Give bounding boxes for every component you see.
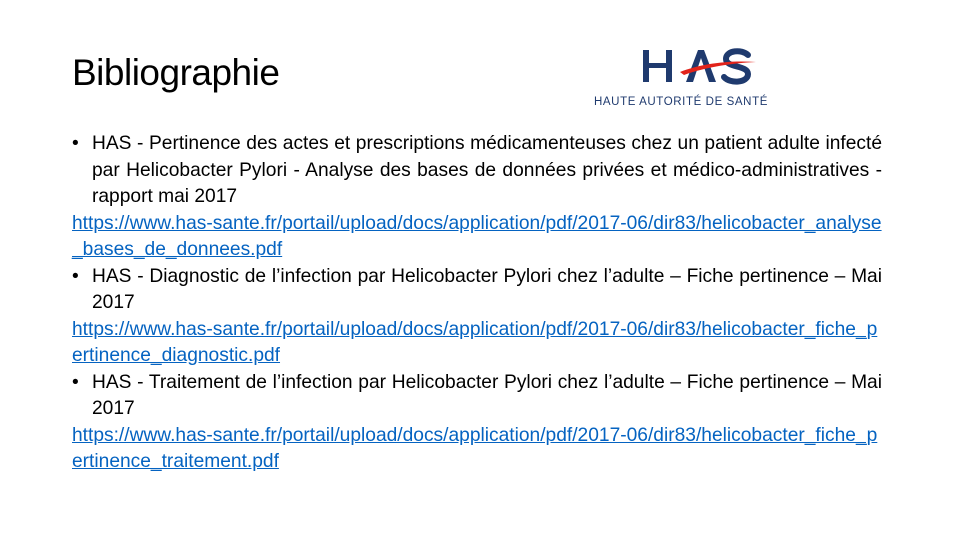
bullet-glyph: • (72, 265, 79, 287)
reference-text: HAS - Pertinence des actes et prescriptions médicamenteuses chez un patient adulte infecté par Helicobacter Pylori - Analyse des bases de données privées et médico-administratives - rapport mai 2017 (92, 133, 882, 207)
reference-text: HAS - Diagnostic de l’infection par Helicobacter Pylori chez l’adulte – Fiche pertinence – Mai 2017 (92, 265, 882, 313)
reference-item (72, 370, 882, 476)
bullet-glyph: • (72, 371, 79, 393)
page-title: Bibliographie (72, 52, 280, 93)
reference-text: HAS - Traitement de l’infection par Helicobacter Pylori chez l’adulte – Fiche pertinence – Mai 2017 (92, 371, 882, 419)
reference-link[interactable]: https://www.has-sante.fr/portail/upload/docs/application/pdf/2017-06/dir83/helicobacter_fiche_pertinence_traitement.pdf (72, 424, 878, 472)
reference-item (72, 131, 882, 264)
has-logo-icon (588, 38, 813, 118)
reference-item (72, 264, 882, 370)
reference-link[interactable]: https://www.has-sante.fr/portail/upload/docs/application/pdf/2017-06/dir83/helicobacter_analyse_bases_de_donnees.pdf (72, 212, 882, 260)
has-logo (588, 38, 813, 118)
reference-link[interactable]: https://www.has-sante.fr/portail/upload/docs/application/pdf/2017-06/dir83/helicobacter_fiche_pertinence_diagnostic.pdf (72, 318, 878, 366)
logo-subtitle: HAUTE AUTORITÉ DE SANTÉ (594, 96, 768, 108)
bullet-glyph: • (72, 133, 79, 154)
reference-list (72, 131, 882, 476)
